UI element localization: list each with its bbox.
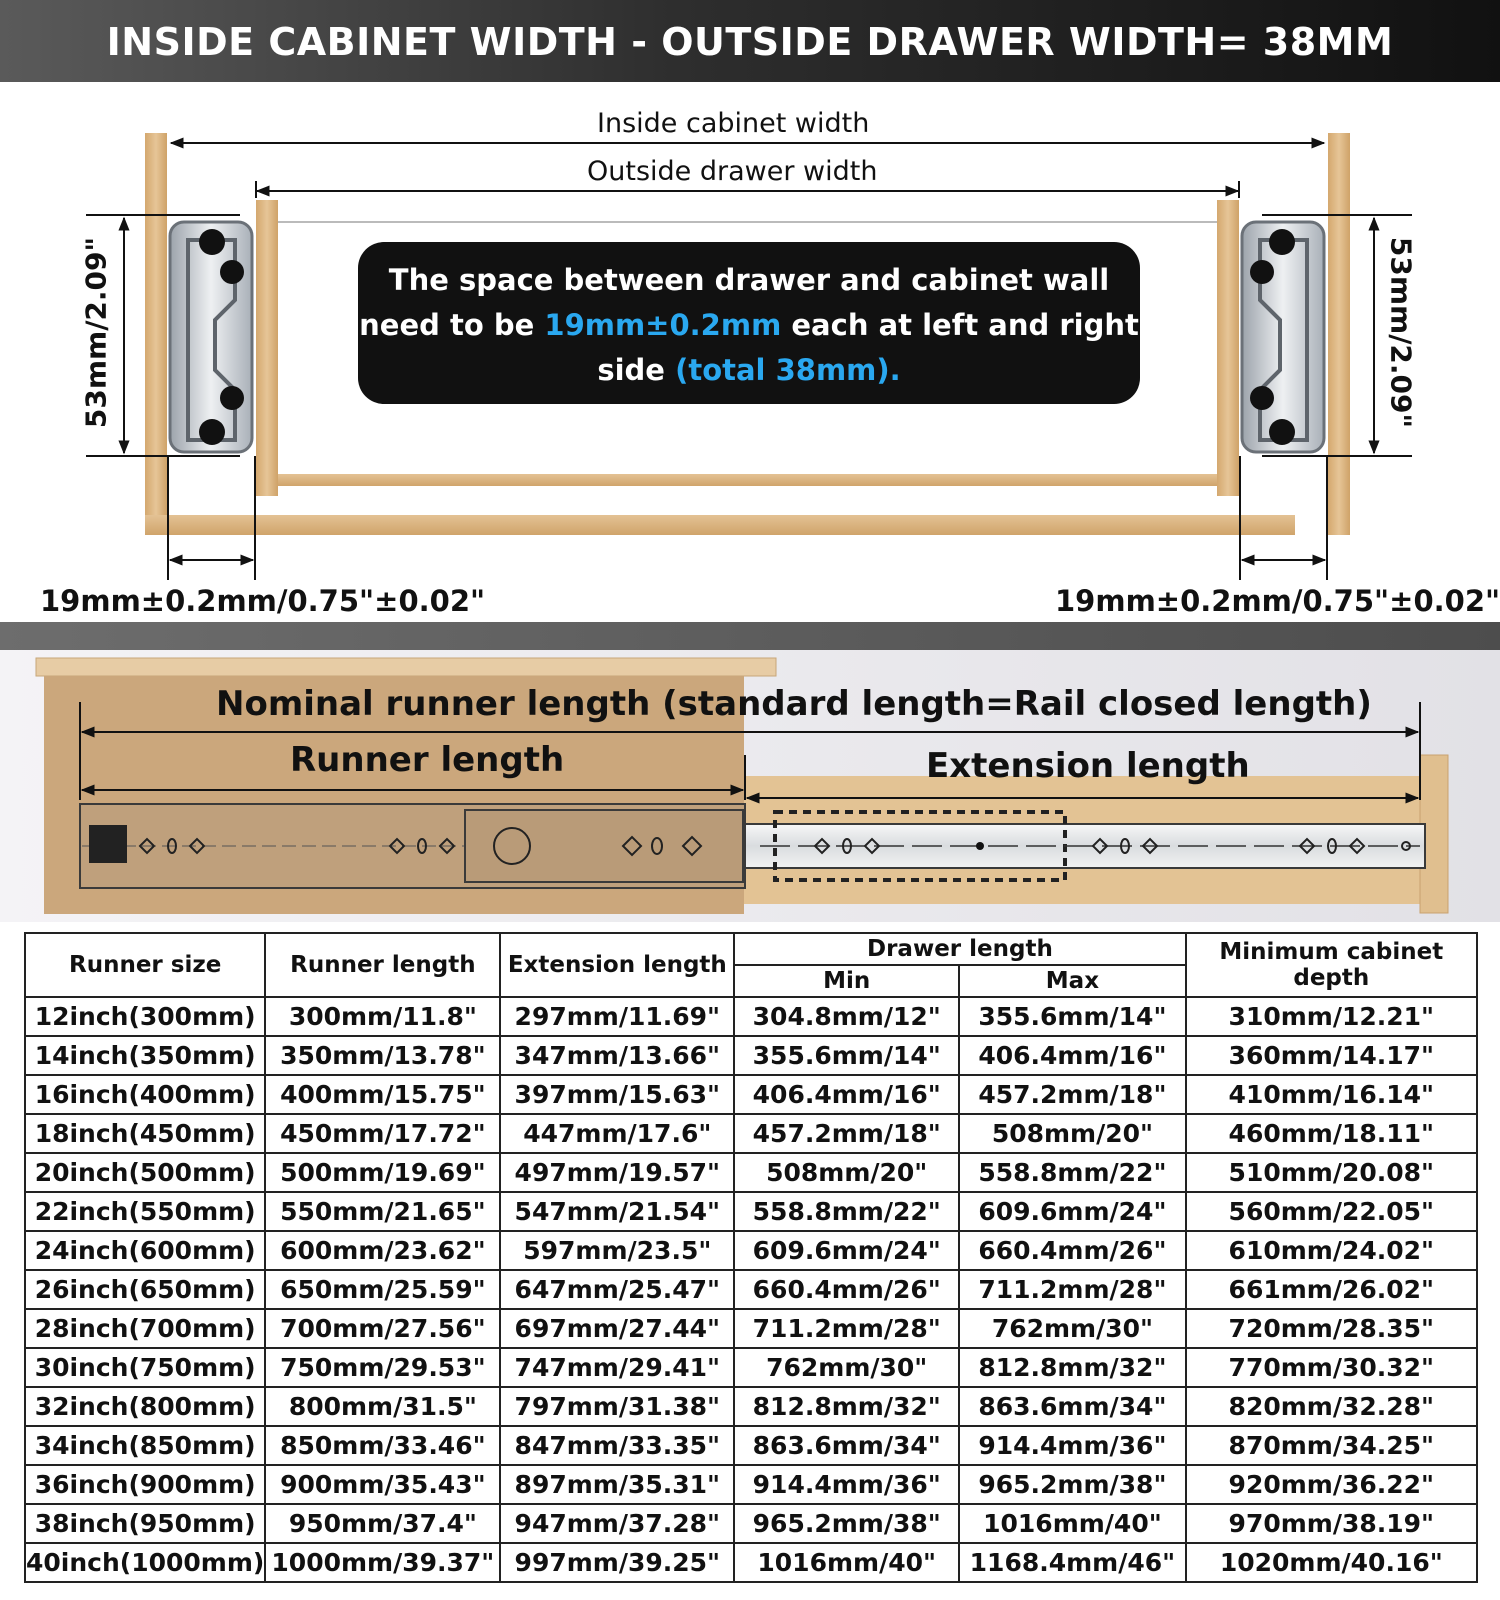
cell-extension-length: 697mm/27.44" xyxy=(500,1309,734,1348)
cell-drawer-max: 558.8mm/22" xyxy=(959,1153,1185,1192)
banner-title: INSIDE CABINET WIDTH - OUTSIDE DRAWER WIDTH= 38MM xyxy=(106,20,1394,64)
table-row xyxy=(25,1387,1477,1426)
table-row xyxy=(25,1348,1477,1387)
table-row xyxy=(25,1504,1477,1543)
cell-drawer-max: 711.2mm/28" xyxy=(959,1270,1185,1309)
cell-runner-size: 14inch(350mm) xyxy=(25,1036,265,1075)
cell-runner-length: 700mm/27.56" xyxy=(265,1309,500,1348)
slide-profile-left xyxy=(170,222,252,452)
nominal-runner-length-label: Nominal runner length (standard length=Rail closed length) xyxy=(216,684,1372,724)
cell-min-cabinet-depth: 360mm/14.17" xyxy=(1186,1036,1477,1075)
spec-table-body xyxy=(25,997,1477,1582)
table-row xyxy=(25,1543,1477,1582)
callout-line1: The space between drawer and cabinet wall xyxy=(388,263,1110,297)
callout-line2: need to be 19mm±0.2mm each at left and right xyxy=(359,308,1139,342)
cell-extension-length: 747mm/29.41" xyxy=(500,1348,734,1387)
cell-drawer-min: 812.8mm/32" xyxy=(734,1387,959,1426)
cell-drawer-max: 812.8mm/32" xyxy=(959,1348,1185,1387)
cell-min-cabinet-depth: 510mm/20.08" xyxy=(1186,1153,1477,1192)
table-row xyxy=(25,1153,1477,1192)
cell-min-cabinet-depth: 661mm/26.02" xyxy=(1186,1270,1477,1309)
cell-extension-length: 847mm/33.35" xyxy=(500,1426,734,1465)
cell-extension-length: 397mm/15.63" xyxy=(500,1075,734,1114)
cell-min-cabinet-depth: 410mm/16.14" xyxy=(1186,1075,1477,1114)
cell-extension-length: 797mm/31.38" xyxy=(500,1387,734,1426)
cell-extension-length: 497mm/19.57" xyxy=(500,1153,734,1192)
drawer-bottom xyxy=(278,474,1217,486)
cell-runner-size: 18inch(450mm) xyxy=(25,1114,265,1153)
table-row xyxy=(25,1270,1477,1309)
cell-min-cabinet-depth: 460mm/18.11" xyxy=(1186,1114,1477,1153)
cell-runner-length: 750mm/29.53" xyxy=(265,1348,500,1387)
table-row xyxy=(25,1231,1477,1270)
cell-drawer-min: 558.8mm/22" xyxy=(734,1192,959,1231)
cell-min-cabinet-depth: 610mm/24.02" xyxy=(1186,1231,1477,1270)
header-runner-size: Runner size xyxy=(25,933,265,997)
cell-min-cabinet-depth: 560mm/22.05" xyxy=(1186,1192,1477,1231)
gap-label-left: 19mm±0.2mm/0.75"±0.02" xyxy=(40,584,486,618)
cell-drawer-min: 863.6mm/34" xyxy=(734,1426,959,1465)
cell-runner-size: 38inch(950mm) xyxy=(25,1504,265,1543)
cabinet-wall-left xyxy=(145,133,167,535)
cell-runner-size: 40inch(1000mm) xyxy=(25,1543,265,1582)
height-label-left: 53mm/2.09" xyxy=(79,236,113,429)
cell-runner-size: 32inch(800mm) xyxy=(25,1387,265,1426)
runner-spec-table xyxy=(24,932,1478,1583)
cell-runner-size: 34inch(850mm) xyxy=(25,1426,265,1465)
cell-drawer-min: 711.2mm/28" xyxy=(734,1309,959,1348)
cell-extension-length: 297mm/11.69" xyxy=(500,997,734,1036)
cabinet-wall-right xyxy=(1328,133,1350,535)
cabinet-bottom xyxy=(145,515,1295,535)
cell-runner-length: 400mm/15.75" xyxy=(265,1075,500,1114)
table-row xyxy=(25,997,1477,1036)
callout-highlight-total: (total 38mm). xyxy=(675,353,901,387)
cell-min-cabinet-depth: 770mm/30.32" xyxy=(1186,1348,1477,1387)
cell-drawer-min: 508mm/20" xyxy=(734,1153,959,1192)
cell-extension-length: 647mm/25.47" xyxy=(500,1270,734,1309)
cell-drawer-max: 1016mm/40" xyxy=(959,1504,1185,1543)
runner-length-label: Runner length xyxy=(290,740,565,780)
cell-min-cabinet-depth: 870mm/34.25" xyxy=(1186,1426,1477,1465)
cell-runner-size: 30inch(750mm) xyxy=(25,1348,265,1387)
cell-runner-size: 12inch(300mm) xyxy=(25,997,265,1036)
outside-drawer-width-label: Outside drawer width xyxy=(587,156,878,187)
inside-cabinet-width-label: Inside cabinet width xyxy=(597,108,870,139)
cell-drawer-max: 863.6mm/34" xyxy=(959,1387,1185,1426)
table-row xyxy=(25,1309,1477,1348)
cell-drawer-min: 609.6mm/24" xyxy=(734,1231,959,1270)
cell-runner-length: 1000mm/39.37" xyxy=(265,1543,500,1582)
cell-min-cabinet-depth: 970mm/38.19" xyxy=(1186,1504,1477,1543)
drawer-side-right xyxy=(1217,200,1239,496)
section-separator xyxy=(0,622,1500,650)
cell-runner-length: 550mm/21.65" xyxy=(265,1192,500,1231)
cell-runner-length: 600mm/23.62" xyxy=(265,1231,500,1270)
header-extension-length: Extension length xyxy=(500,933,734,997)
table-row xyxy=(25,1192,1477,1231)
cell-drawer-min: 660.4mm/26" xyxy=(734,1270,959,1309)
table-row xyxy=(25,1426,1477,1465)
cell-drawer-max: 660.4mm/26" xyxy=(959,1231,1185,1270)
cell-extension-length: 997mm/39.25" xyxy=(500,1543,734,1582)
cell-drawer-max: 406.4mm/16" xyxy=(959,1036,1185,1075)
cell-runner-size: 24inch(600mm) xyxy=(25,1231,265,1270)
cell-runner-length: 800mm/31.5" xyxy=(265,1387,500,1426)
cell-extension-length: 447mm/17.6" xyxy=(500,1114,734,1153)
cell-runner-length: 300mm/11.8" xyxy=(265,997,500,1036)
cell-drawer-max: 508mm/20" xyxy=(959,1114,1185,1153)
cell-runner-length: 350mm/13.78" xyxy=(265,1036,500,1075)
cell-runner-length: 500mm/19.69" xyxy=(265,1153,500,1192)
cell-drawer-min: 914.4mm/36" xyxy=(734,1465,959,1504)
cell-runner-size: 20inch(500mm) xyxy=(25,1153,265,1192)
cell-runner-length: 850mm/33.46" xyxy=(265,1426,500,1465)
callout-line3: side (total 38mm). xyxy=(597,353,901,387)
cell-runner-length: 450mm/17.72" xyxy=(265,1114,500,1153)
cell-runner-size: 22inch(550mm) xyxy=(25,1192,265,1231)
cell-min-cabinet-depth: 720mm/28.35" xyxy=(1186,1309,1477,1348)
callout-highlight-tolerance: 19mm±0.2mm xyxy=(544,308,782,342)
cell-drawer-max: 457.2mm/18" xyxy=(959,1075,1185,1114)
spacing-callout xyxy=(358,242,1140,404)
cell-min-cabinet-depth: 310mm/12.21" xyxy=(1186,997,1477,1036)
header-runner-length: Runner length xyxy=(265,933,500,997)
cell-extension-length: 597mm/23.5" xyxy=(500,1231,734,1270)
cell-runner-size: 26inch(650mm) xyxy=(25,1270,265,1309)
slide-profile-right xyxy=(1242,222,1324,452)
cell-drawer-min: 304.8mm/12" xyxy=(734,997,959,1036)
cell-drawer-min: 457.2mm/18" xyxy=(734,1114,959,1153)
cell-drawer-min: 406.4mm/16" xyxy=(734,1075,959,1114)
cell-extension-length: 347mm/13.66" xyxy=(500,1036,734,1075)
cell-extension-length: 547mm/21.54" xyxy=(500,1192,734,1231)
cell-drawer-max: 762mm/30" xyxy=(959,1309,1185,1348)
extension-length-label: Extension length xyxy=(926,746,1250,786)
cell-drawer-max: 355.6mm/14" xyxy=(959,997,1185,1036)
gap-label-right: 19mm±0.2mm/0.75"±0.02" xyxy=(1055,584,1500,618)
header-drawer-max: Max xyxy=(959,965,1185,997)
table-row xyxy=(25,1465,1477,1504)
cell-min-cabinet-depth: 1020mm/40.16" xyxy=(1186,1543,1477,1582)
cell-min-cabinet-depth: 920mm/36.22" xyxy=(1186,1465,1477,1504)
cell-drawer-min: 762mm/30" xyxy=(734,1348,959,1387)
header-min-cabinet-depth: Minimum cabinet depth xyxy=(1186,933,1477,997)
cell-runner-size: 16inch(400mm) xyxy=(25,1075,265,1114)
header-drawer-min: Min xyxy=(734,965,959,997)
cell-runner-length: 900mm/35.43" xyxy=(265,1465,500,1504)
height-label-right: 53mm/2.09" xyxy=(1384,236,1418,429)
cell-runner-length: 950mm/37.4" xyxy=(265,1504,500,1543)
cell-runner-size: 28inch(700mm) xyxy=(25,1309,265,1348)
cell-drawer-max: 609.6mm/24" xyxy=(959,1192,1185,1231)
cell-extension-length: 897mm/35.31" xyxy=(500,1465,734,1504)
cell-drawer-max: 914.4mm/36" xyxy=(959,1426,1185,1465)
cell-runner-length: 650mm/25.59" xyxy=(265,1270,500,1309)
cell-drawer-min: 965.2mm/38" xyxy=(734,1504,959,1543)
table-row xyxy=(25,1075,1477,1114)
table-row xyxy=(25,1114,1477,1153)
table-row xyxy=(25,1036,1477,1075)
cell-runner-size: 36inch(900mm) xyxy=(25,1465,265,1504)
cell-drawer-max: 965.2mm/38" xyxy=(959,1465,1185,1504)
header-drawer-length: Drawer length xyxy=(734,933,1185,965)
drawer-side-left xyxy=(256,200,278,496)
cell-drawer-min: 355.6mm/14" xyxy=(734,1036,959,1075)
cell-extension-length: 947mm/37.28" xyxy=(500,1504,734,1543)
cell-drawer-max: 1168.4mm/46" xyxy=(959,1543,1185,1582)
cell-drawer-min: 1016mm/40" xyxy=(734,1543,959,1582)
cell-min-cabinet-depth: 820mm/32.28" xyxy=(1186,1387,1477,1426)
